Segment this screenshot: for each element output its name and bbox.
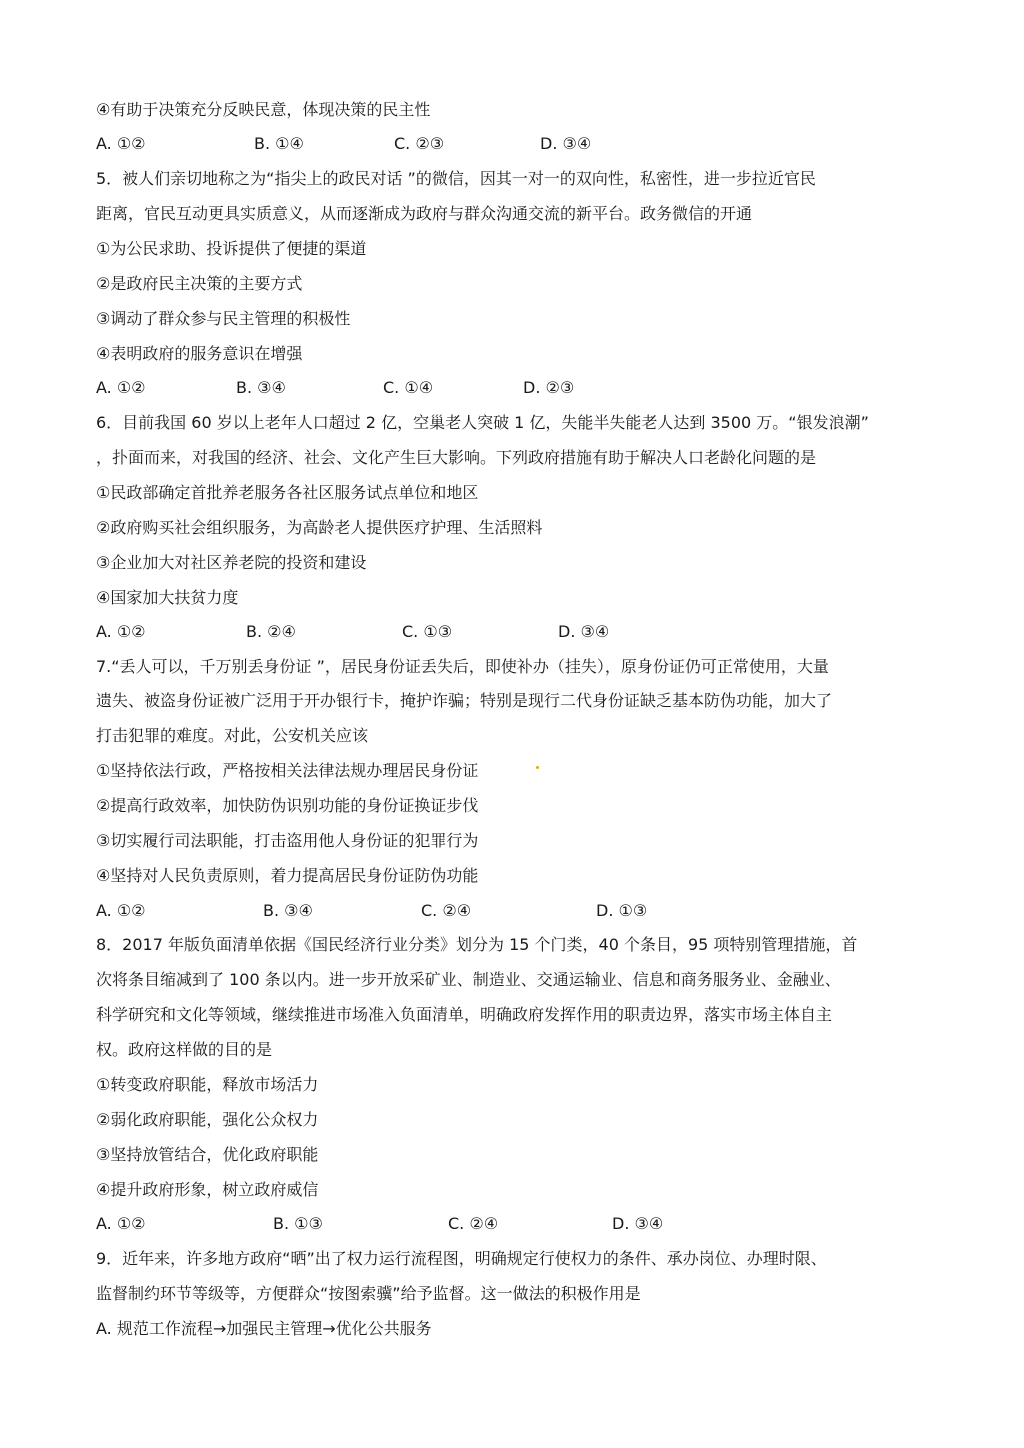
q6-item-4: ④国家加大扶贫力度 bbox=[96, 588, 239, 607]
q5-stem-line-1: 5．被人们亲切地称之为“指尖上的政民对话 ”的微信，因其一对一的双向性，私密性，进一步拉近官民 bbox=[96, 169, 816, 188]
q6-option-b: B. ②④ bbox=[246, 622, 296, 641]
q5-item-2: ②是政府民主决策的主要方式 bbox=[96, 274, 303, 293]
q6-item-3: ③企业加大对社区养老院的投资和建设 bbox=[96, 553, 367, 572]
q7-option-b: B. ③④ bbox=[263, 901, 313, 920]
q6-stem-line-1: 6．目前我国 60 岁以上老年人口超过 2 亿，空巢老人突破 1 亿，失能半失能老人达到 3500 万。“银发浪潮” bbox=[96, 413, 869, 432]
q9-option-a: A. 规范工作流程→加强民主管理→优化公共服务 bbox=[96, 1319, 432, 1338]
q6-option-c: C. ①③ bbox=[402, 622, 453, 641]
q7-item-1: ①坚持依法行政，严格按相关法律法规办理居民身份证 bbox=[96, 761, 479, 780]
q5-item-4: ④表明政府的服务意识在增强 bbox=[96, 344, 303, 363]
q4-option-d: D. ③④ bbox=[540, 134, 592, 153]
q7-item-3: ③切实履行司法职能，打击盗用他人身份证的犯罪行为 bbox=[96, 831, 479, 850]
q4-option-b: B. ①④ bbox=[254, 134, 304, 153]
q6-item-2: ②政府购买社会组织服务，为高龄老人提供医疗护理、生活照料 bbox=[96, 518, 543, 537]
q6-item-1: ①民政部确定首批养老服务各社区服务试点单位和地区 bbox=[96, 483, 479, 502]
q8-option-a: A. ①② bbox=[96, 1214, 146, 1233]
q4-item-4: ④有助于决策充分反映民意，体现决策的民主性 bbox=[96, 100, 431, 119]
stray-dot bbox=[536, 766, 539, 769]
q7-stem-line-2: 遗失、被盗身份证被广泛用于开办银行卡，掩护诈骗；特别是现行二代身份证缺乏基本防伪功能，加大了 bbox=[96, 691, 833, 710]
q5-item-1: ①为公民求助、投诉提供了便捷的渠道 bbox=[96, 239, 367, 258]
q7-stem-line-3: 打击犯罪的难度。对此，公安机关应该 bbox=[96, 726, 369, 745]
q5-option-a: A. ①② bbox=[96, 378, 146, 397]
q8-stem-line-4: 权。政府这样做的目的是 bbox=[96, 1040, 273, 1059]
q8-option-d: D. ③④ bbox=[612, 1214, 664, 1233]
q5-option-d: D. ②③ bbox=[523, 378, 575, 397]
q9-stem-line-1: 9．近年来，许多地方政府“晒”出了权力运行流程图，明确规定行使权力的条件、承办岗位、办理时限、 bbox=[96, 1249, 827, 1268]
q5-option-b: B. ③④ bbox=[236, 378, 286, 397]
q7-stem-line-1: 7.“丢人可以，千万别丢身份证 ”，居民身份证丢失后，即使补办（挂失），原身份证仍可正常使用，大量 bbox=[96, 657, 829, 676]
q8-stem-line-2: 次将条目缩减到了 100 条以内。进一步开放采矿业、制造业、交通运输业、信息和商务服务业、金融业、 bbox=[96, 970, 841, 989]
q9-stem-line-2: 监督制约环节等级等，方便群众“按图索骥”给予监督。这一做法的积极作用是 bbox=[96, 1284, 641, 1303]
q4-option-c: C. ②③ bbox=[394, 134, 445, 153]
q7-option-a: A. ①② bbox=[96, 901, 146, 920]
q7-option-d: D. ①③ bbox=[596, 901, 648, 920]
q7-item-2: ②提高行政效率，加快防伪识别功能的身份证换证步伐 bbox=[96, 796, 479, 815]
q7-option-c: C. ②④ bbox=[421, 901, 472, 920]
q8-stem-line-1: 8．2017 年版负面清单依据《国民经济行业分类》划分为 15 个门类，40 个条目，95 项特别管理措施，首 bbox=[96, 935, 858, 954]
q5-stem-line-2: 距离，官民互动更具实质意义，从而逐渐成为政府与群众沟通交流的新平台。政务微信的开通 bbox=[96, 204, 753, 223]
q4-option-a: A. ①② bbox=[96, 134, 146, 153]
q5-option-c: C. ①④ bbox=[383, 378, 434, 397]
q8-item-4: ④提升政府形象，树立政府威信 bbox=[96, 1180, 319, 1199]
q8-stem-line-3: 科学研究和文化等领域，继续推进市场准入负面清单，明确政府发挥作用的职责边界，落实市场主体自主 bbox=[96, 1005, 833, 1024]
q5-item-3: ③调动了群众参与民主管理的积极性 bbox=[96, 309, 351, 328]
q8-item-2: ②弱化政府职能，强化公众权力 bbox=[96, 1110, 319, 1129]
q6-option-d: D. ③④ bbox=[558, 622, 610, 641]
q8-item-3: ③坚持放管结合，优化政府职能 bbox=[96, 1145, 319, 1164]
q6-option-a: A. ①② bbox=[96, 622, 146, 641]
q7-item-4: ④坚持对人民负责原则，着力提高居民身份证防伪功能 bbox=[96, 866, 479, 885]
q8-item-1: ①转变政府职能，释放市场活力 bbox=[96, 1075, 319, 1094]
q8-option-b: B. ①③ bbox=[273, 1214, 323, 1233]
q6-stem-line-2: ，扑面而来，对我国的经济、社会、文化产生巨大影响。下列政府措施有助于解决人口老龄化问题的是 bbox=[96, 448, 817, 467]
q8-option-c: C. ②④ bbox=[448, 1214, 499, 1233]
